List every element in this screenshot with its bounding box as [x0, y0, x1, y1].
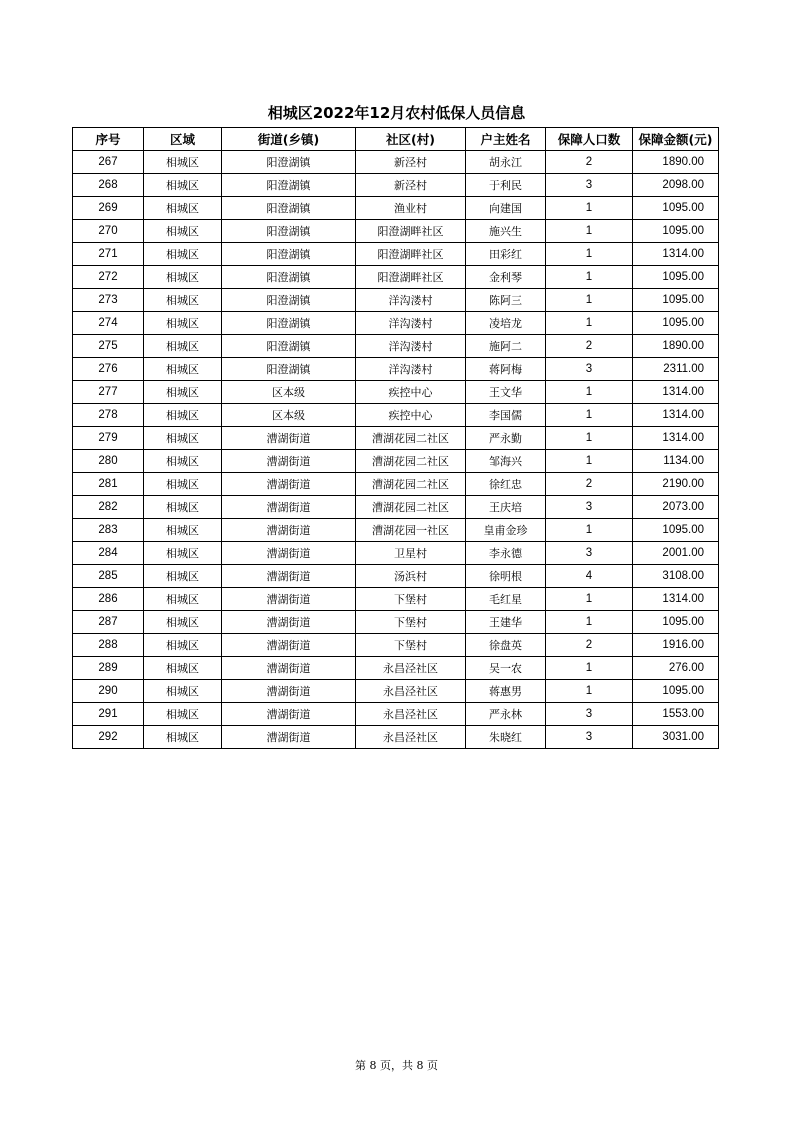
- seq-cell: 278: [73, 404, 144, 427]
- householder-cell: 王建华: [466, 611, 546, 634]
- street-cell: 漕湖街道: [222, 726, 356, 749]
- table-row: [73, 427, 719, 450]
- community-cell: 漕湖花园一社区: [356, 519, 466, 542]
- page-title: 相城区2022年12月农村低保人员信息: [267, 104, 526, 122]
- people-cell: 3: [546, 726, 633, 749]
- seq-cell: 280: [73, 450, 144, 473]
- amount-cell: 1095.00: [633, 312, 719, 335]
- table-row: [73, 312, 719, 335]
- street-cell: 漕湖街道: [222, 680, 356, 703]
- seq-cell: 275: [73, 335, 144, 358]
- householder-cell: 施兴生: [466, 220, 546, 243]
- people-cell: 1: [546, 611, 633, 634]
- street-cell: 阳澄湖镇: [222, 266, 356, 289]
- table-row: [73, 151, 719, 174]
- community-cell: 下堡村: [356, 588, 466, 611]
- street-cell: 阳澄湖镇: [222, 174, 356, 197]
- householder-cell: 毛红星: [466, 588, 546, 611]
- data-table: [72, 127, 719, 749]
- table-row: [73, 335, 719, 358]
- street-cell: 漕湖街道: [222, 657, 356, 680]
- householder-cell: 施阿二: [466, 335, 546, 358]
- seq-cell: 284: [73, 542, 144, 565]
- region-cell: 相城区: [144, 289, 222, 312]
- householder-cell: 徐明根: [466, 565, 546, 588]
- community-cell: 疾控中心: [356, 381, 466, 404]
- amount-cell: 1314.00: [633, 243, 719, 266]
- table-row: [73, 634, 719, 657]
- seq-cell: 272: [73, 266, 144, 289]
- people-cell: 1: [546, 312, 633, 335]
- people-cell: 1: [546, 220, 633, 243]
- seq-cell: 290: [73, 680, 144, 703]
- street-cell: 阳澄湖镇: [222, 197, 356, 220]
- community-cell: 永昌泾社区: [356, 657, 466, 680]
- people-cell: 3: [546, 496, 633, 519]
- community-cell: 洋沟溇村: [356, 335, 466, 358]
- seq-cell: 271: [73, 243, 144, 266]
- table-row: [73, 703, 719, 726]
- seq-cell: 282: [73, 496, 144, 519]
- people-cell: 1: [546, 427, 633, 450]
- people-cell: 1: [546, 289, 633, 312]
- amount-cell: 1095.00: [633, 197, 719, 220]
- amount-cell: 1314.00: [633, 404, 719, 427]
- col-seq-header: 序号: [73, 128, 144, 151]
- householder-cell: 王庆培: [466, 496, 546, 519]
- street-cell: 漕湖街道: [222, 450, 356, 473]
- community-cell: 新泾村: [356, 151, 466, 174]
- amount-cell: 1314.00: [633, 588, 719, 611]
- street-cell: 漕湖街道: [222, 473, 356, 496]
- street-cell: 漕湖街道: [222, 565, 356, 588]
- region-cell: 相城区: [144, 657, 222, 680]
- community-cell: 下堡村: [356, 611, 466, 634]
- seq-cell: 292: [73, 726, 144, 749]
- community-cell: 卫星村: [356, 542, 466, 565]
- street-cell: 漕湖街道: [222, 588, 356, 611]
- region-cell: 相城区: [144, 220, 222, 243]
- people-cell: 2: [546, 473, 633, 496]
- seq-cell: 283: [73, 519, 144, 542]
- people-cell: 2: [546, 151, 633, 174]
- street-cell: 阳澄湖镇: [222, 335, 356, 358]
- householder-cell: 徐红忠: [466, 473, 546, 496]
- seq-cell: 269: [73, 197, 144, 220]
- seq-cell: 270: [73, 220, 144, 243]
- region-cell: 相城区: [144, 588, 222, 611]
- street-cell: 漕湖街道: [222, 634, 356, 657]
- community-cell: 阳澄湖畔社区: [356, 243, 466, 266]
- col-community-header: 社区(村): [356, 128, 466, 151]
- people-cell: 1: [546, 450, 633, 473]
- col-region-header: 区域: [144, 128, 222, 151]
- seq-cell: 268: [73, 174, 144, 197]
- street-cell: 漕湖街道: [222, 611, 356, 634]
- householder-cell: 蒋阿梅: [466, 358, 546, 381]
- street-cell: 阳澄湖镇: [222, 243, 356, 266]
- region-cell: 相城区: [144, 427, 222, 450]
- region-cell: 相城区: [144, 151, 222, 174]
- amount-cell: 1314.00: [633, 381, 719, 404]
- region-cell: 相城区: [144, 726, 222, 749]
- amount-cell: 1095.00: [633, 289, 719, 312]
- community-cell: 洋沟溇村: [356, 358, 466, 381]
- people-cell: 3: [546, 174, 633, 197]
- street-cell: 漕湖街道: [222, 542, 356, 565]
- street-cell: 阳澄湖镇: [222, 358, 356, 381]
- col-people-header: 保障人口数: [546, 128, 633, 151]
- amount-cell: 1890.00: [633, 151, 719, 174]
- region-cell: 相城区: [144, 565, 222, 588]
- table-row: [73, 726, 719, 749]
- region-cell: 相城区: [144, 703, 222, 726]
- community-cell: 下堡村: [356, 634, 466, 657]
- community-cell: 漕湖花园二社区: [356, 450, 466, 473]
- header-row: [73, 128, 719, 151]
- region-cell: 相城区: [144, 634, 222, 657]
- community-cell: 疾控中心: [356, 404, 466, 427]
- seq-cell: 274: [73, 312, 144, 335]
- people-cell: 1: [546, 266, 633, 289]
- table-row: [73, 680, 719, 703]
- people-cell: 3: [546, 542, 633, 565]
- seq-cell: 276: [73, 358, 144, 381]
- table-row: [73, 565, 719, 588]
- table-row: [73, 197, 719, 220]
- region-cell: 相城区: [144, 174, 222, 197]
- amount-cell: 1314.00: [633, 427, 719, 450]
- amount-cell: 1134.00: [633, 450, 719, 473]
- street-cell: 阳澄湖镇: [222, 220, 356, 243]
- street-cell: 区本级: [222, 404, 356, 427]
- table-row: [73, 519, 719, 542]
- table-row: [73, 266, 719, 289]
- street-cell: 阳澄湖镇: [222, 289, 356, 312]
- householder-cell: 凌培龙: [466, 312, 546, 335]
- community-cell: 洋沟溇村: [356, 312, 466, 335]
- people-cell: 3: [546, 703, 633, 726]
- amount-cell: 3108.00: [633, 565, 719, 588]
- region-cell: 相城区: [144, 335, 222, 358]
- table-body: [73, 151, 719, 749]
- table-row: [73, 496, 719, 519]
- amount-cell: 3031.00: [633, 726, 719, 749]
- region-cell: 相城区: [144, 450, 222, 473]
- street-cell: 阳澄湖镇: [222, 151, 356, 174]
- amount-cell: 2311.00: [633, 358, 719, 381]
- householder-cell: 吴一农: [466, 657, 546, 680]
- householder-cell: 胡永江: [466, 151, 546, 174]
- region-cell: 相城区: [144, 381, 222, 404]
- col-street-header: 街道(乡镇): [222, 128, 356, 151]
- community-cell: 漕湖花园二社区: [356, 427, 466, 450]
- table-row: [73, 358, 719, 381]
- householder-cell: 皇甫金珍: [466, 519, 546, 542]
- seq-cell: 281: [73, 473, 144, 496]
- people-cell: 2: [546, 634, 633, 657]
- people-cell: 1: [546, 381, 633, 404]
- community-cell: 永昌泾社区: [356, 726, 466, 749]
- table-row: [73, 243, 719, 266]
- people-cell: 1: [546, 657, 633, 680]
- table-row: [73, 473, 719, 496]
- street-cell: 漕湖街道: [222, 519, 356, 542]
- householder-cell: 陈阿三: [466, 289, 546, 312]
- region-cell: 相城区: [144, 542, 222, 565]
- householder-cell: 严永勤: [466, 427, 546, 450]
- people-cell: 1: [546, 243, 633, 266]
- col-householder-header: 户主姓名: [466, 128, 546, 151]
- amount-cell: 1553.00: [633, 703, 719, 726]
- community-cell: 阳澄湖畔社区: [356, 266, 466, 289]
- seq-cell: 286: [73, 588, 144, 611]
- people-cell: 1: [546, 519, 633, 542]
- seq-cell: 288: [73, 634, 144, 657]
- householder-cell: 蒋惠男: [466, 680, 546, 703]
- community-cell: 漕湖花园二社区: [356, 496, 466, 519]
- seq-cell: 273: [73, 289, 144, 312]
- street-cell: 漕湖街道: [222, 496, 356, 519]
- region-cell: 相城区: [144, 197, 222, 220]
- householder-cell: 邹海兴: [466, 450, 546, 473]
- region-cell: 相城区: [144, 266, 222, 289]
- amount-cell: 276.00: [633, 657, 719, 680]
- amount-cell: 2073.00: [633, 496, 719, 519]
- people-cell: 1: [546, 680, 633, 703]
- people-cell: 1: [546, 588, 633, 611]
- table-row: [73, 220, 719, 243]
- householder-cell: 于利民: [466, 174, 546, 197]
- seq-cell: 289: [73, 657, 144, 680]
- seq-cell: 267: [73, 151, 144, 174]
- community-cell: 永昌泾社区: [356, 680, 466, 703]
- community-cell: 汤浜村: [356, 565, 466, 588]
- street-cell: 阳澄湖镇: [222, 312, 356, 335]
- amount-cell: 1890.00: [633, 335, 719, 358]
- region-cell: 相城区: [144, 243, 222, 266]
- table-row: [73, 381, 719, 404]
- community-cell: 新泾村: [356, 174, 466, 197]
- table-row: [73, 588, 719, 611]
- householder-cell: 朱晓红: [466, 726, 546, 749]
- region-cell: 相城区: [144, 680, 222, 703]
- people-cell: 3: [546, 358, 633, 381]
- householder-cell: 金利琴: [466, 266, 546, 289]
- amount-cell: 1095.00: [633, 680, 719, 703]
- table-row: [73, 611, 719, 634]
- community-cell: 阳澄湖畔社区: [356, 220, 466, 243]
- amount-cell: 2190.00: [633, 473, 719, 496]
- table-row: [73, 289, 719, 312]
- people-cell: 4: [546, 565, 633, 588]
- seq-cell: 287: [73, 611, 144, 634]
- region-cell: 相城区: [144, 473, 222, 496]
- region-cell: 相城区: [144, 519, 222, 542]
- street-cell: 漕湖街道: [222, 703, 356, 726]
- community-cell: 洋沟溇村: [356, 289, 466, 312]
- amount-cell: 1095.00: [633, 519, 719, 542]
- table-row: [73, 657, 719, 680]
- seq-cell: 285: [73, 565, 144, 588]
- region-cell: 相城区: [144, 358, 222, 381]
- householder-cell: 李永德: [466, 542, 546, 565]
- seq-cell: 277: [73, 381, 144, 404]
- region-cell: 相城区: [144, 404, 222, 427]
- householder-cell: 向建国: [466, 197, 546, 220]
- householder-cell: 王文华: [466, 381, 546, 404]
- people-cell: 1: [546, 197, 633, 220]
- seq-cell: 291: [73, 703, 144, 726]
- people-cell: 2: [546, 335, 633, 358]
- community-cell: 渔业村: [356, 197, 466, 220]
- table-row: [73, 404, 719, 427]
- householder-cell: 田彩红: [466, 243, 546, 266]
- amount-cell: 1095.00: [633, 266, 719, 289]
- householder-cell: 李国儒: [466, 404, 546, 427]
- page-footer: 第 8 页，共 8 页: [355, 1059, 438, 1072]
- householder-cell: 严永林: [466, 703, 546, 726]
- region-cell: 相城区: [144, 312, 222, 335]
- table-row: [73, 450, 719, 473]
- street-cell: 区本级: [222, 381, 356, 404]
- amount-cell: 2001.00: [633, 542, 719, 565]
- amount-cell: 1095.00: [633, 611, 719, 634]
- people-cell: 1: [546, 404, 633, 427]
- community-cell: 永昌泾社区: [356, 703, 466, 726]
- amount-cell: 1095.00: [633, 220, 719, 243]
- region-cell: 相城区: [144, 496, 222, 519]
- street-cell: 漕湖街道: [222, 427, 356, 450]
- seq-cell: 279: [73, 427, 144, 450]
- region-cell: 相城区: [144, 611, 222, 634]
- community-cell: 漕湖花园二社区: [356, 473, 466, 496]
- amount-cell: 1916.00: [633, 634, 719, 657]
- table-row: [73, 542, 719, 565]
- amount-cell: 2098.00: [633, 174, 719, 197]
- householder-cell: 徐盘英: [466, 634, 546, 657]
- table-row: [73, 174, 719, 197]
- col-amount-header: 保障金额(元): [633, 128, 719, 151]
